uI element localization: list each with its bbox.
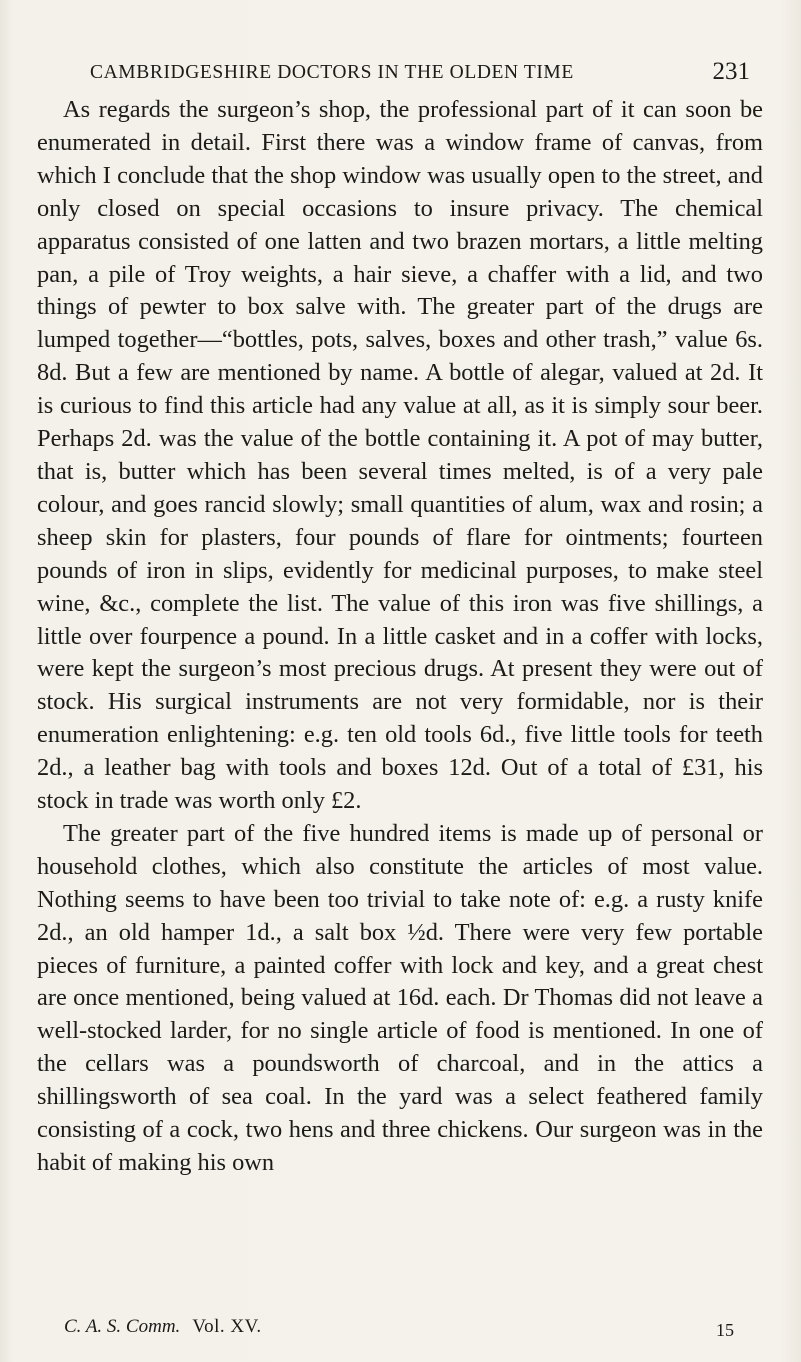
- page-footer: [64, 1316, 734, 1346]
- volume-label: Vol. XV.: [192, 1316, 262, 1337]
- paragraph-2: The greater part of the five hundred items is made up of personal or household clothes, which also constitute the articles of most value. Nothing seems to have been too trivial to take note of: e.g. a rusty knife 2d., an old hamper 1d., a salt box ½d. There were very few portable pieces of furniture, a painted coffer with lock and key, and a great chest are once mentioned, being valued at 16d. each. Dr Thomas did not leave a well-stocked larder, for no single article of food is mentioned. In one of the cellars was a poundsworth of charcoal, and in the attics a shillingsworth of sea coal. In the yard was a select feathered family consisting of a cock, two hens and three chickens. Our surgeon was in the habit of making his own: [37, 819, 763, 1176]
- running-head: [90, 56, 750, 90]
- signature-mark: [64, 1316, 262, 1338]
- signature-abbreviation: C. A. S. Comm.: [64, 1316, 181, 1337]
- sheet-number: 15: [716, 1320, 734, 1340]
- body-text: [37, 94, 763, 1180]
- running-head-title: CAMBRIDGESHIRE DOCTORS IN THE OLDEN TIME: [90, 62, 574, 83]
- paragraph-1: As regards the surgeon’s shop, the professional part of it can soon be enumerated in detail. First there was a window frame of canvas, from which I conclude that the shop window was usually open to the street, and only closed on special occasions to insure privacy. The chemical apparatus consisted of one latten and two brazen mortars, a little melting pan, a pile of Troy weights, a hair sieve, a chaffer with a lid, and two things of pewter to box salve with. The greater part of the drugs are lumped together—“bottles, pots, salves, boxes and other trash,” value 6s. 8d. But a few are mentioned by name. A bottle of alegar, valued at 2d. It is curious to find this article had any value at all, as it is simply sour beer. Perhaps 2d. was the value of the bottle containing it. A pot of may butter, that is, butter which has been several times melted, is of a very pale colour, and goes rancid slowly; small quantities of alum, wax and rosin; a sheep skin for plasters, four pounds of flare for ointments; fourteen pounds of iron in slips, evidently for medicinal purposes, to make steel wine, &c., complete the list. The value of this iron was five shillings, a little over fourpence a pound. In a little casket and in a coffer with locks, were kept the surgeon’s most precious drugs. At present they were out of stock. His surgical instruments are not very formidable, nor is their enumeration enlightening: e.g. ten old tools 6d., five little tools for teeth 2d., a leather bag with tools and boxes 12d. Out of a total of £31, his stock in trade was worth only £2.: [37, 96, 763, 815]
- page-number: 231: [712, 58, 750, 85]
